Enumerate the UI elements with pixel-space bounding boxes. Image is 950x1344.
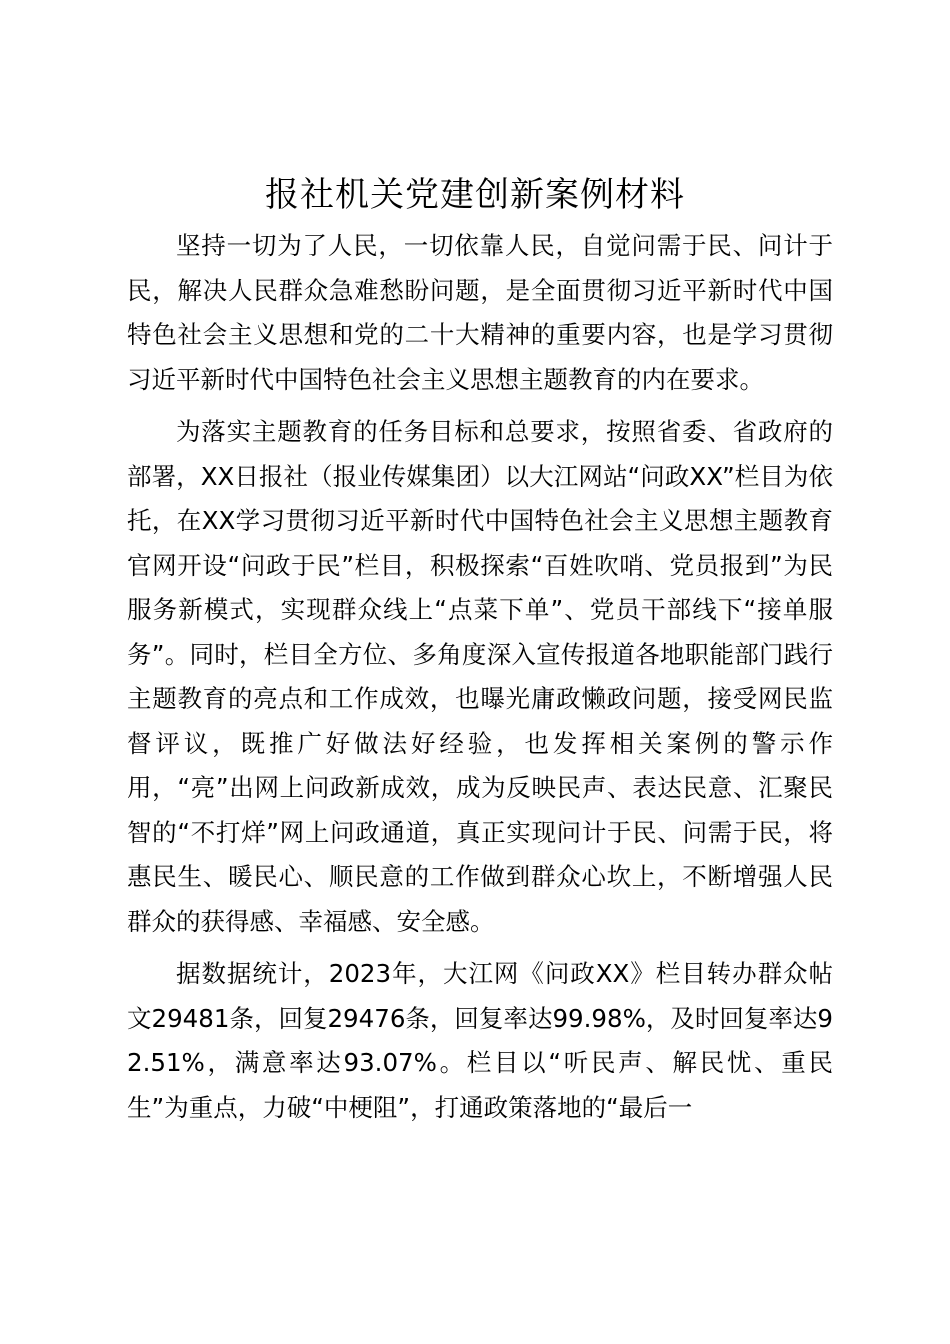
document-title: 报社机关党建创新案例材料 (265, 175, 685, 215)
paragraph-1: 坚持一切为了人民，一切依靠人民，自觉问需于民、问计于民，解决人民群众急难愁盼问题，是全面贯彻习近平新时代中国特色社会主义思想和党的二十大精神的重要内容，也是学习贯彻习近平新时代中国特色社会主义思想主题教育的内在要求。 (127, 231, 833, 394)
paragraph-3: 据数据统计，2023年，大江网《问政XX》栏目转办群众帖文29481条，回复29476条，回复率达99.98%，及时回复率达92.51%，满意率达93.07%。栏目以“听民声、解民忧、重民生”为重点，力破“中梗阻”，打通政策落地的“最后一 (127, 959, 833, 1122)
document-body (127, 224, 833, 1138)
paragraph-2: 为落实主题教育的任务目标和总要求，按照省委、省政府的部署，XX日报社（报业传媒集团）以大江网站“问政XX”栏目为依托，在XX学习贯彻习近平新时代中国特色社会主义思想主题教育官网开设“问政于民”栏目，积极探索“百姓吹哨、党员报到”为民服务新模式，实现群众线上“点菜下单”、党员干部线下“接单服务”。同时，栏目全方位、多角度深入宣传报道各地职能部门践行主题教育的亮点和工作成效，也曝光庸政懒政问题，接受网民监督评议，既推广好做法好经验，也发挥相关案例的警示作用，“亮”出网上问政新成效，成为反映民声、表达民意、汇聚民智的“不打烊”网上问政通道，真正实现问计于民、问需于民，将惠民生、暖民心、顺民意的工作做到群众心坎上，不断增强人民群众的获得感、幸福感、安全感。 (127, 417, 833, 936)
